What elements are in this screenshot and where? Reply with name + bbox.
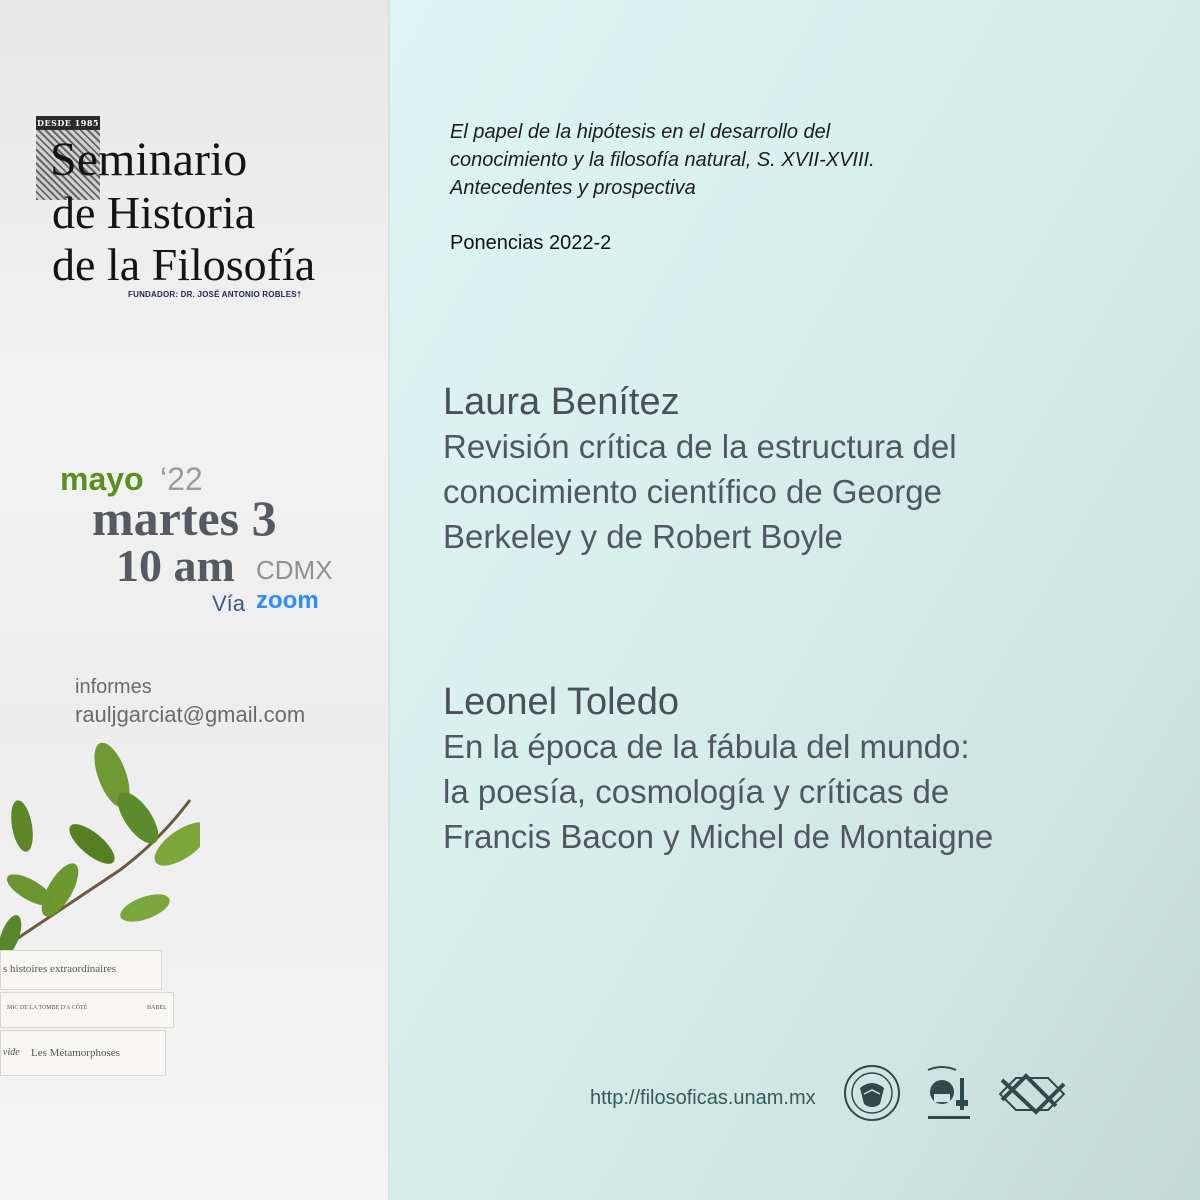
event-month: mayo bbox=[60, 461, 144, 497]
event-year: ‘22 bbox=[160, 461, 203, 497]
book-1-title: s histoires extraordinaires bbox=[3, 963, 117, 975]
logo-title-line3: de la Filosofía bbox=[52, 239, 316, 290]
book-2-title: MIC DE LA TOMBE D'A CÔTÉ bbox=[7, 1005, 88, 1011]
talk-title-line: la poesía, cosmología y críticas de bbox=[443, 773, 950, 810]
subtitle-line: Antecedentes y prospectiva bbox=[450, 177, 696, 199]
talk-title-line: conocimiento científico de George bbox=[443, 473, 942, 510]
event-timezone: CDMX bbox=[256, 555, 333, 585]
books-and-leaves-image bbox=[0, 740, 200, 1080]
leaves-icon bbox=[0, 740, 200, 1080]
book-1 bbox=[0, 950, 162, 990]
talk-2 bbox=[443, 680, 1143, 859]
book-3-title: Les Métamorphoses bbox=[31, 1047, 120, 1059]
talk-title-line: Berkeley y de Robert Boyle bbox=[443, 518, 843, 555]
talk-title-line: Revisión crítica de la estructura del bbox=[443, 428, 957, 465]
logo-since-tag: DESDE 1985 bbox=[37, 118, 99, 128]
seminar-subtitle bbox=[450, 118, 1050, 202]
subtitle-line: conocimiento y la filosofía natural, S. XVII-XVIII. bbox=[450, 149, 875, 171]
contact-email-link[interactable]: rauljgarciat@gmail.com bbox=[75, 702, 306, 727]
event-day: martes 3 bbox=[92, 490, 277, 546]
talk-speaker: Laura Benítez bbox=[443, 381, 680, 423]
talk-1 bbox=[443, 380, 1143, 559]
subtitle-line: El papel de la hipótesis en el desarrollo del bbox=[450, 121, 831, 143]
talk-title-line: Francis Bacon y Michel de Montaigne bbox=[443, 818, 994, 855]
talk-speaker: Leonel Toledo bbox=[443, 681, 679, 723]
series-label: Ponencias 2022-2 bbox=[450, 232, 612, 254]
talk-title-line: En la época de la fábula del mundo: bbox=[443, 728, 970, 765]
left-panel bbox=[0, 0, 390, 1200]
ponte-puma-icon bbox=[922, 1060, 996, 1126]
logo-founder: FUNDADOR: DR. JOSÉ ANTONIO ROBLES† bbox=[128, 290, 302, 299]
event-time: 10 am bbox=[116, 540, 235, 591]
book-3-author: vide bbox=[3, 1047, 20, 1058]
logo-title-line1: Seminario bbox=[50, 133, 248, 186]
seminario-logo bbox=[36, 116, 376, 306]
book-3 bbox=[0, 1030, 166, 1076]
contact-label: informes bbox=[75, 676, 152, 698]
event-date-block bbox=[0, 455, 390, 625]
logo-title-line2: de Historia bbox=[52, 187, 256, 238]
book-2 bbox=[0, 992, 174, 1028]
footer-url-link[interactable]: http://filosoficas.unam.mx bbox=[590, 1087, 816, 1109]
zoom-logo: zoom bbox=[256, 587, 319, 614]
filosoficas-logo-icon bbox=[996, 1060, 1070, 1126]
book-2-publisher: BABEL bbox=[147, 1005, 167, 1011]
unam-seal-icon bbox=[842, 1060, 916, 1126]
event-via-label: Vía bbox=[212, 591, 246, 616]
